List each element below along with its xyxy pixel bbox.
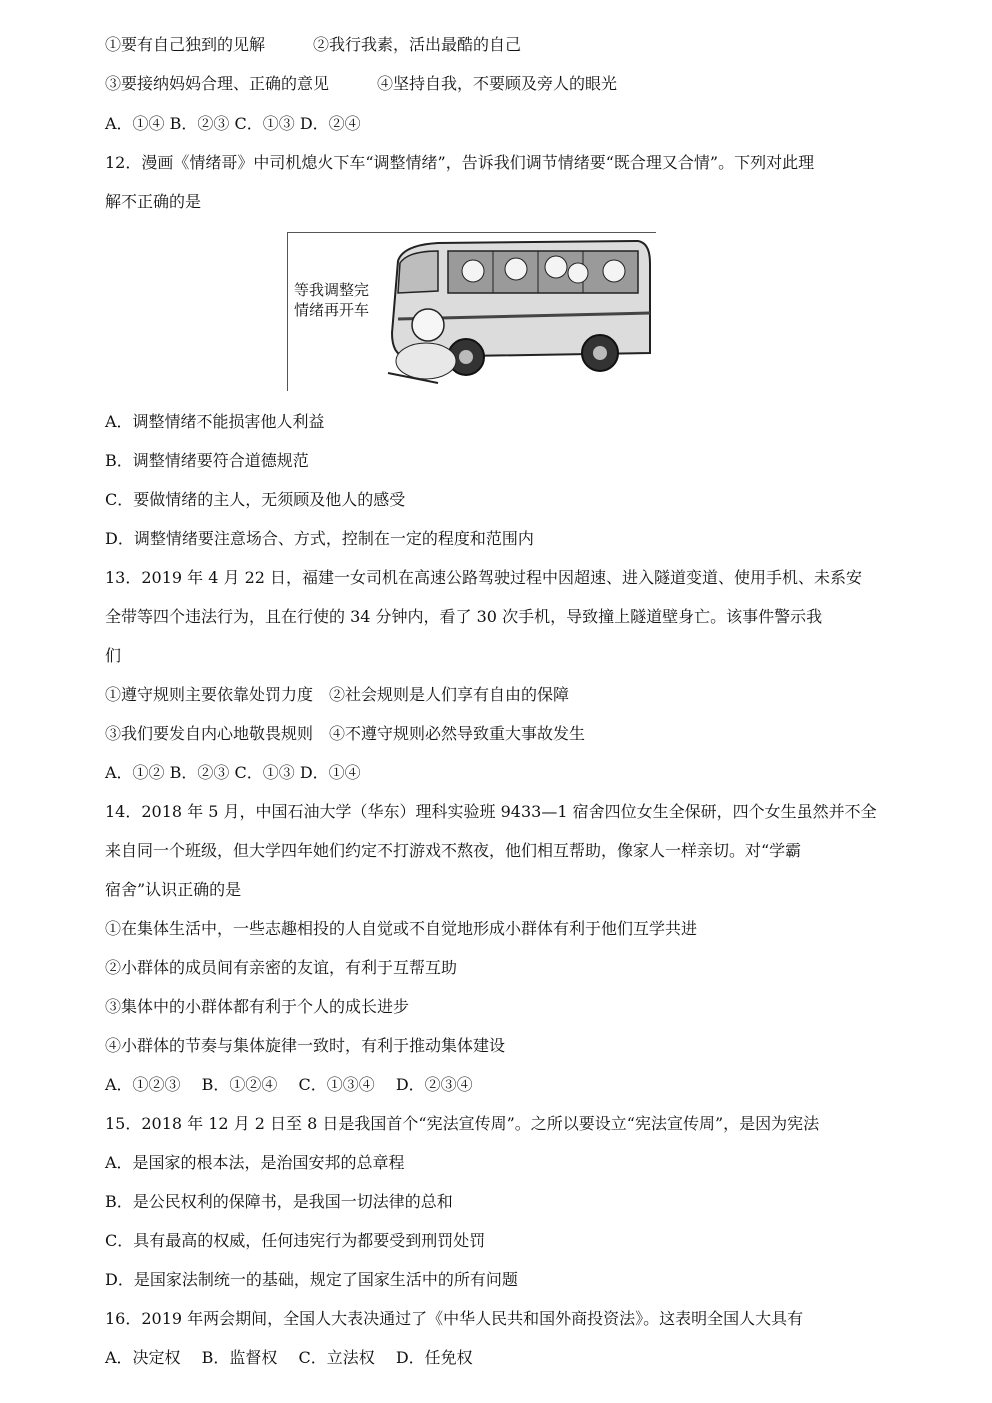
- speech-text-line1: 等我调整完: [294, 281, 370, 299]
- q12-option-a: A．调整情绪不能损害他人利益: [105, 412, 325, 431]
- q14-option-1: ①在集体生活中，一些志趣相投的人自觉或不自觉地形成小群体有利于他们互学共进: [105, 919, 698, 938]
- q12-option-c: C．要做情绪的主人，无须顾及他人的感受: [105, 490, 406, 509]
- q14-option-4: ④小群体的节奏与集体旋律一致时，有利于推动集体建设: [105, 1036, 506, 1055]
- q11-answers: A．①④ B．②③ C．①③ D．②④: [105, 114, 361, 133]
- q11-option-1-2: ①要有自己独到的见解 ②我行我素，活出最酷的自己: [105, 35, 522, 54]
- q13-stem-line2: 全带等四个违法行为，且在行使的 34 分钟内，看了 30 次手机，导致撞上隧道壁身亡。该事件警示我: [105, 607, 823, 626]
- q15-option-c: C．具有最高的权威，任何违宪行为都要受到刑罚处罚: [105, 1231, 486, 1250]
- q14-stem-line3: 宿舍”认识正确的是: [105, 880, 242, 899]
- q13-option-3-4: ③我们要发自内心地敬畏规则 ④不遵守规则必然导致重大事故发生: [105, 724, 586, 743]
- q13-stem-line3: 们: [105, 646, 122, 665]
- q14-option-2: ②小群体的成员间有亲密的友谊，有利于互帮互助: [105, 958, 458, 977]
- cartoon-image: [287, 232, 656, 391]
- q14-answers: A．①②③ B．①②④ C．①③④ D．②③④: [105, 1075, 473, 1094]
- q12-option-b: B．调整情绪要符合道德规范: [105, 451, 309, 470]
- q16-answers: A．决定权 B．监督权 C．立法权 D．任免权: [105, 1348, 473, 1367]
- speech-text-line2: 情绪再开车: [294, 301, 370, 319]
- bus-cartoon-illustration: [288, 233, 656, 391]
- q13-stem-line1: 13．2019 年 4 月 22 日，福建一女司机在高速公路驾驶过程中因超速、进入隧道变道、使用手机、未系安: [105, 568, 863, 587]
- q14-stem-line2: 来自同一个班级，但大学四年她们约定不打游戏不熬夜，他们相互帮助，像家人一样亲切。对“学霸: [105, 841, 802, 860]
- q16-stem: 16．2019 年两会期间，全国人大表决通过了《中华人民共和国外商投资法》。这表明全国人大具有: [105, 1309, 804, 1328]
- q15-stem: 15．2018 年 12 月 2 日至 8 日是我国首个“宪法宣传周”。之所以要设立“宪法宣传周”，是因为宪法: [105, 1114, 820, 1133]
- q13-answers: A．①② B．②③ C．①③ D．①④: [105, 763, 361, 782]
- q14-option-3: ③集体中的小群体都有利于个人的成长进步: [105, 997, 410, 1016]
- q13-option-1-2: ①遵守规则主要依靠处罚力度 ②社会规则是人们享有自由的保障: [105, 685, 570, 704]
- q12-stem-line1: 12．漫画《情绪哥》中司机熄火下车“调整情绪”，告诉我们调节情绪要“既合理又合情”。下列对此理: [105, 153, 815, 172]
- q15-option-d: D．是国家法制统一的基础，规定了国家生活中的所有问题: [105, 1270, 518, 1289]
- q14-stem-line1: 14．2018 年 5 月，中国石油大学（华东）理科实验班 9433—1 宿舍四位女生全保研，四个女生虽然并不全: [105, 802, 877, 821]
- q15-option-a: A．是国家的根本法，是治国安邦的总章程: [105, 1153, 405, 1172]
- q15-option-b: B．是公民权利的保障书，是我国一切法律的总和: [105, 1192, 453, 1211]
- q11-option-3-4: ③要接纳妈妈合理、正确的意见 ④坚持自我，不要顾及旁人的眼光: [105, 74, 618, 93]
- q12-stem-line2: 解不正确的是: [105, 192, 202, 211]
- q12-option-d: D．调整情绪要注意场合、方式，控制在一定的程度和范围内: [105, 529, 534, 548]
